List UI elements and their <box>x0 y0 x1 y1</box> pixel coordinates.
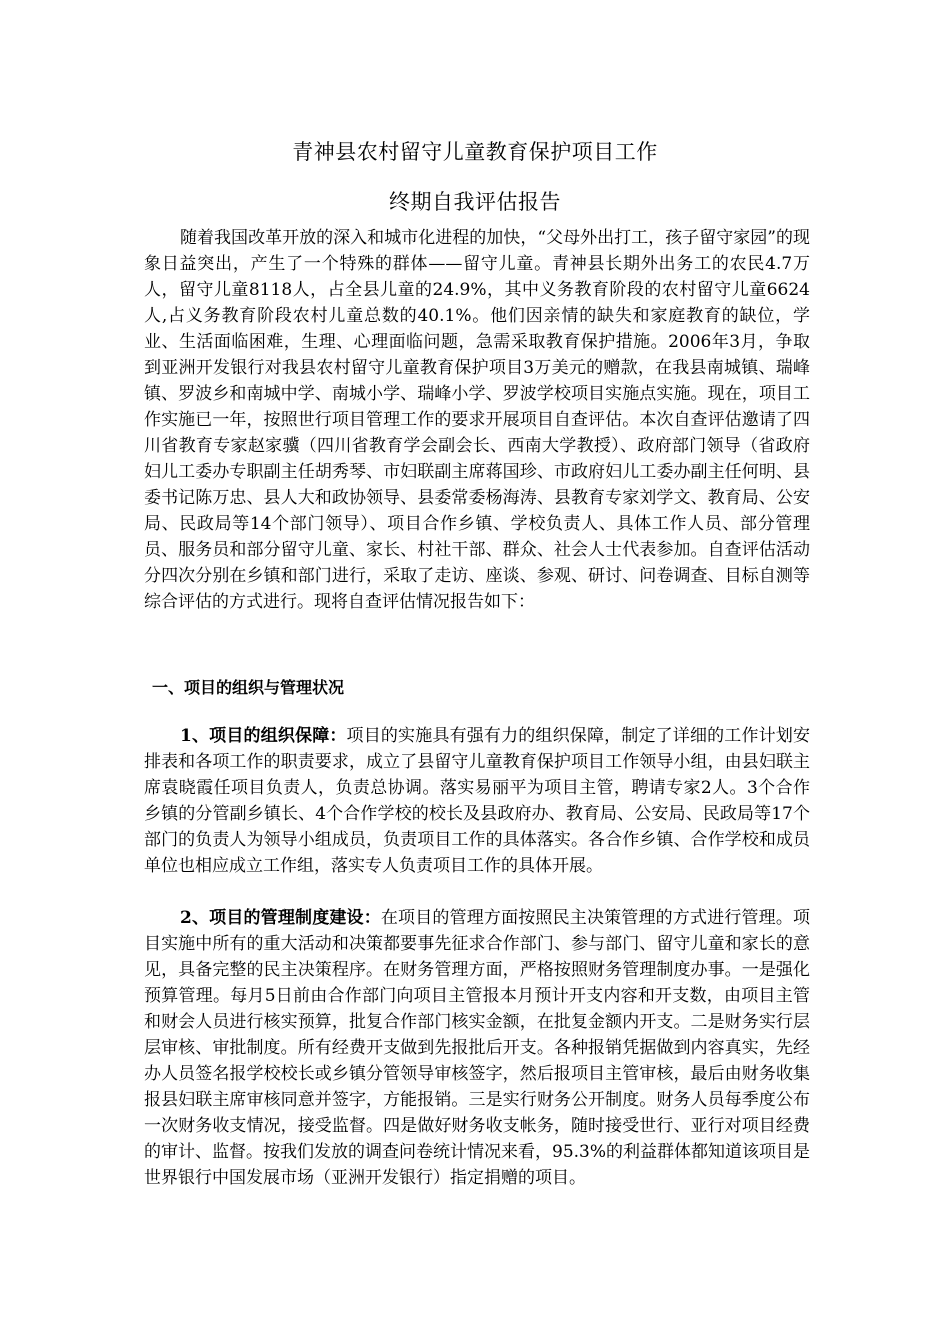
subsection-management-paragraph <box>144 905 810 1191</box>
document-title-line1: 青神县农村留守儿童教育保护项目工作 <box>292 140 658 164</box>
subsection-organization-text: 项目的实施具有强有力的组织保障，制定了详细的工作计划安排表和各项工作的职责要求，成立了县留守儿童教育保护项目工作领导小组，由县妇联主席袁晓霞任项目负责人，负责总协调。落实易丽平为项目主管，聘请专家2人。3个合作乡镇的分管副乡镇长、4个合作学校的校长及县政府办、教育局、公安局、民政局等17个部门的负责人为领导小组成员，负责项目工作的具体落实。各合作乡镇、合作学校和成员单位也相应成立工作组，落实专人负责项目工作的具体开展。 <box>144 726 810 876</box>
subsection-management-lead: 2、项目的管理制度建设： <box>180 908 381 928</box>
subsection-organization-paragraph <box>144 723 810 879</box>
section-heading: 一、项目的组织与管理状况 <box>152 678 345 697</box>
intro-paragraph: 随着我国改革开放的深入和城市化进程的加快，“父母外出打工，孩子留守家园”的现象日益突出，产生了一个特殊的群体——留守儿童。青神县长期外出务工的农民4.7万人，留守儿童8118人，占全县儿童的24.9%，其中义务教育阶段的农村留守儿童6624人,占义务教育阶段农村儿童总数的40.1%。他们因亲情的缺失和家庭教育的缺位，学业、生活面临困难，生理、心理面临问题，急需采取教育保护措施。2006年3月，争取到亚洲开发银行对我县农村留守儿童教育保护项目3万美元的赠款，在我县南城镇、瑞峰镇、罗波乡和南城中学、南城小学、瑞峰小学、罗波学校项目实施点实施。现在，项目工作实施已一年，按照世行项目管理工作的要求开展项目自查评估。本次自查评估邀请了四川省教育专家赵家骥（四川省教育学会副会长、西南大学教授）、政府部门领导（省政府妇儿工委办专职副主任胡秀琴、市妇联副主席蒋国珍、市政府妇儿工委办副主任何明、县委书记陈万忠、县人大和政协领导、县委常委杨海涛、县教育专家刘学文、教育局、公安局、民政局等14个部门领导）、项目合作乡镇、学校负责人、具体工作人员、部分管理员、服务员和部分留守儿童、家长、村社干部、群众、社会人士代表参加。自查评估活动分四次分别在乡镇和部门进行，采取了走访、座谈、参观、研讨、问卷调查、目标自测等综合评估的方式进行。现将自查评估情况报告如下： <box>144 228 810 612</box>
subsection-organization-lead: 1、项目的组织保障： <box>180 726 347 746</box>
subsection-management-text: 在项目的管理方面按照民主决策管理的方式进行管理。项目实施中所有的重大活动和决策都要事先征求合作部门、参与部门、留守儿童和家长的意见，具备完整的民主决策程序。在财务管理方面，严格按照财务管理制度办事。一是强化预算管理。每月5日前由合作部门向项目主管报本月预计开支内容和开支数，由项目主管和财会人员进行核实预算，批复合作部门核实金额，在批复金额内开支。二是财务实行层层审核、审批制度。所有经费开支做到先报批后开支。各种报销凭据做到内容真实，先经办人员签名报学校校长或乡镇分管领导审核签字，然后报项目主管审核，最后由财务收集报县妇联主席审核同意并签字，方能报销。三是实行财务公开制度。财务人员每季度公布一次财务收支情况，接受监督。四是做好财务收支帐务，随时接受世行、亚行对项目经费的审计、监督。按我们发放的调查问卷统计情况来看，95.3%的利益群体都知道该项目是世界银行中国发展市场（亚洲开发银行）指定捐赠的项目。 <box>144 908 811 1188</box>
document-title-line2: 终期自我评估报告 <box>389 190 561 214</box>
